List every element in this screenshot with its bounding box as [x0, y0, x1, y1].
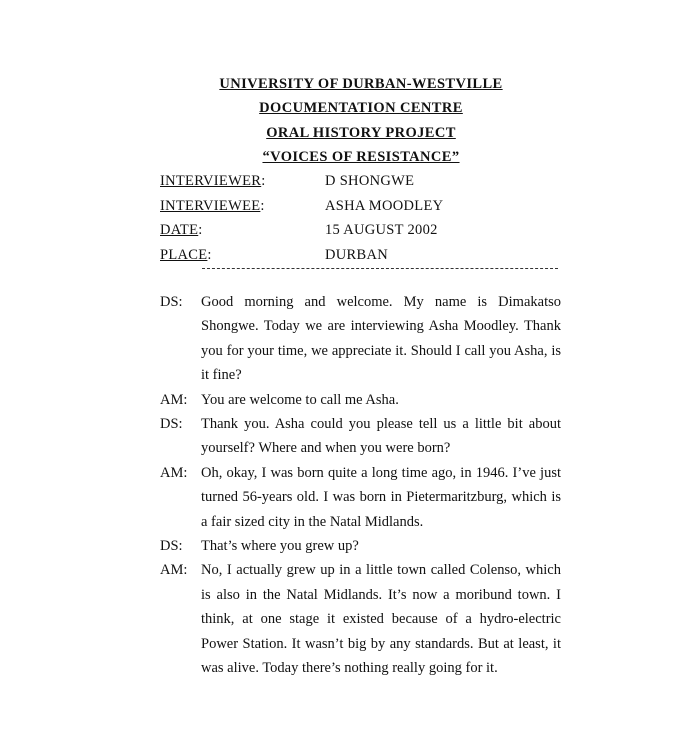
dialogue-turn	[160, 290, 562, 388]
place-value: DURBAN	[325, 246, 389, 263]
speech-text: You are welcome to call me Asha.	[201, 391, 399, 408]
interview-dialogue	[160, 290, 562, 681]
document-header	[0, 72, 674, 169]
header-series: “VOICES OF RESISTANCE”	[262, 148, 460, 165]
dialogue-turn	[160, 558, 562, 680]
meta-row-interviewer: INTERVIEWER: D SHONGWE	[160, 169, 443, 194]
meta-row-date: DATE: 15 AUGUST 2002	[160, 218, 443, 243]
speaker-label: AM:	[160, 562, 188, 579]
place-label: PLACE	[160, 246, 208, 263]
interview-details	[160, 169, 443, 267]
date-value: 15 AUGUST 2002	[325, 222, 438, 238]
dialogue-turn	[160, 412, 562, 461]
section-divider	[202, 268, 558, 269]
dialogue-turn	[160, 388, 562, 412]
speaker-label: DS:	[160, 538, 183, 555]
speaker-label: DS:	[160, 294, 183, 310]
interviewer-label: INTERVIEWER	[160, 173, 262, 189]
dialogue-turn	[160, 534, 562, 558]
dialogue-turn	[160, 461, 562, 534]
interviewee-value: ASHA MOODLEY	[325, 197, 444, 214]
meta-row-interviewee: INTERVIEWEE: ASHA MOODLEY	[160, 194, 443, 219]
speech-text: Thank you. Asha could you please tell us a little bit about yourself? Where and when you were born?	[201, 416, 561, 457]
speaker-label: DS:	[160, 416, 183, 433]
interviewee-label: INTERVIEWEE	[160, 197, 261, 214]
speaker-label: AM:	[160, 391, 188, 408]
meta-row-place: PLACE: DURBAN	[160, 243, 443, 268]
speech-text: Good morning and welcome. My name is Dimakatso Shongwe. Today we are interviewing Asha Moodley. Thank you for your time, we appreciate it. Should I call you Asha, is it fine?	[201, 294, 561, 384]
interviewer-value: D SHONGWE	[325, 173, 415, 189]
header-centre: DOCUMENTATION CENTRE	[259, 100, 463, 117]
header-project: ORAL HISTORY PROJECT	[266, 124, 456, 141]
speech-text: No, I actually grew up in a little town called Colenso, which is also in the Natal Midlands. It’s now a moribund town. I think, at one stage it existed because of a hydro-electric Power Station. It wasn’t big by any standards. But at least, it was alive. Today there’s nothing really going for it.	[201, 562, 561, 677]
speech-text: That’s where you grew up?	[201, 538, 359, 555]
date-label: DATE	[160, 222, 199, 238]
header-institution: UNIVERSITY OF DURBAN-WESTVILLE	[219, 76, 503, 92]
speech-text: Oh, okay, I was born quite a long time ago, in 1946. I’ve just turned 56-years old. I was born in Pietermaritzburg, which is a fair sized city in the Natal Midlands.	[201, 464, 561, 530]
speaker-label: AM:	[160, 464, 188, 481]
